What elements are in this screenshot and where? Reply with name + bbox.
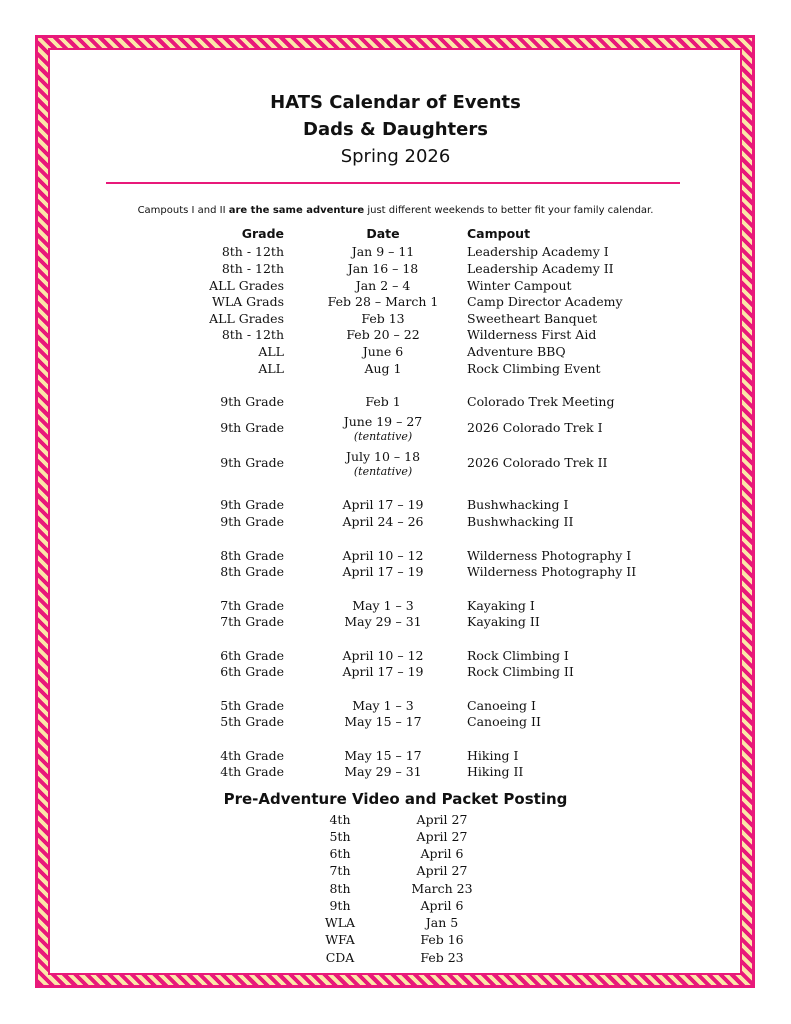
event-date: [283, 648, 483, 664]
note-text-2: just different weekends to better fit your family calendar.: [364, 205, 654, 216]
event-grade: ALL: [258, 361, 284, 376]
note-bold-text: are the same adventure: [228, 205, 365, 216]
event-campout: Hiking II: [467, 764, 524, 779]
event-grade: ALL: [258, 344, 284, 359]
event-date-text: April 17 – 19: [342, 664, 424, 679]
event-date-text: May 1 – 3: [352, 598, 414, 613]
page-title: HATS Calendar of Events: [270, 92, 521, 113]
event-grade: ALL Grades: [209, 311, 284, 326]
event-grade: 5th Grade: [220, 698, 284, 713]
event-campout: Winter Campout: [467, 278, 572, 293]
event-date-text: May 1 – 3: [352, 698, 414, 713]
event-campout: Bushwhacking II: [467, 514, 574, 529]
event-campout: Kayaking II: [467, 614, 540, 629]
event-date: [283, 497, 483, 513]
event-campout: Leadership Academy II: [467, 261, 614, 276]
divider: [106, 182, 680, 184]
event-date: [283, 598, 483, 614]
event-grade: 4th Grade: [220, 764, 284, 779]
column-header-date: Date: [366, 226, 400, 241]
event-date: [283, 394, 483, 410]
event-date-text: May 29 – 31: [344, 764, 422, 779]
event-grade: 9th Grade: [220, 420, 284, 435]
event-grade: WLA Grads: [212, 294, 284, 309]
event-campout: Rock Climbing I: [467, 648, 569, 663]
posting-date: April 27: [416, 829, 468, 844]
event-date-text: July 10 – 18: [345, 449, 421, 464]
event-grade: 6th Grade: [220, 664, 284, 679]
posting-date: Feb 16: [420, 932, 464, 947]
event-date-text: Jan 16 – 18: [347, 261, 419, 276]
event-grade: 8th - 12th: [221, 261, 284, 276]
event-date-text: May 29 – 31: [344, 614, 422, 629]
event-grade: 7th Grade: [220, 598, 284, 613]
event-date-text: Jan 9 – 11: [351, 244, 415, 259]
event-date-text: Jan 2 – 4: [355, 278, 411, 293]
event-date: [283, 548, 483, 564]
event-date-text: April 24 – 26: [342, 514, 424, 529]
event-date-text: Feb 28 – March 1: [327, 294, 439, 309]
event-date: [283, 698, 483, 714]
event-campout: Colorado Trek Meeting: [467, 394, 615, 409]
event-date-text: June 6: [362, 344, 404, 359]
event-campout: Canoeing I: [467, 698, 536, 713]
tentative-note: (tentative): [353, 430, 413, 443]
event-date-text: Feb 13: [361, 311, 405, 326]
event-date: [283, 748, 483, 764]
event-date: [283, 764, 483, 780]
posting-grade: 5th: [329, 829, 351, 844]
event-date-text: April 10 – 12: [342, 548, 424, 563]
posting-date: April 27: [416, 812, 468, 827]
posting-date: Feb 23: [420, 950, 464, 965]
event-grade: 6th Grade: [220, 648, 284, 663]
event-date: [283, 564, 483, 580]
event-date-text: May 15 – 17: [344, 748, 422, 763]
column-header-grade: Grade: [241, 226, 284, 241]
event-campout: Adventure BBQ: [467, 344, 566, 359]
event-date: [283, 344, 483, 360]
event-date: [283, 327, 483, 343]
event-grade: 8th Grade: [220, 564, 284, 579]
note-text-1: Campouts I and II: [137, 205, 229, 216]
event-campout: Leadership Academy I: [467, 244, 609, 259]
event-campout: Wilderness Photography I: [467, 548, 632, 563]
event-date-text: Feb 1: [365, 394, 401, 409]
event-campout: Rock Climbing Event: [467, 361, 601, 376]
posting-grade: WLA: [324, 915, 356, 930]
event-date: [283, 514, 483, 530]
event-date-text: April 10 – 12: [342, 648, 424, 663]
event-campout: Hiking I: [467, 748, 519, 763]
event-campout: Kayaking I: [467, 598, 535, 613]
posting-grade: 7th: [329, 863, 351, 878]
event-date: [283, 244, 483, 260]
posting-date: April 6: [420, 846, 464, 861]
event-date-text: May 15 – 17: [344, 714, 422, 729]
posting-date: April 27: [416, 863, 468, 878]
tentative-note: (tentative): [353, 465, 413, 478]
event-grade: 9th Grade: [220, 394, 284, 409]
posting-date: Jan 5: [425, 915, 459, 930]
event-campout: 2026 Colorado Trek I: [467, 420, 603, 435]
posting-grade: 8th: [329, 881, 351, 896]
event-campout: Sweetheart Banquet: [467, 311, 598, 326]
event-campout: Wilderness Photography II: [467, 564, 637, 579]
posting-grade: 6th: [329, 846, 351, 861]
page-subtitle: Dads & Daughters: [303, 119, 488, 140]
posting-grade: 4th: [329, 812, 351, 827]
event-campout: Rock Climbing II: [467, 664, 574, 679]
posting-grade: CDA: [325, 950, 355, 965]
event-grade: ALL Grades: [209, 278, 284, 293]
event-date: [283, 311, 483, 327]
event-date: [283, 664, 483, 680]
event-campout: Wilderness First Aid: [467, 327, 597, 342]
event-campout: 2026 Colorado Trek II: [467, 455, 608, 470]
event-campout: Canoeing II: [467, 714, 541, 729]
event-campout: Bushwhacking I: [467, 497, 569, 512]
posting-grade: 9th: [329, 898, 351, 913]
event-date-text: Feb 20 – 22: [346, 327, 420, 342]
event-grade: 9th Grade: [220, 497, 284, 512]
posting-date: March 23: [411, 881, 473, 896]
event-date: [283, 449, 483, 478]
event-date-text: Aug 1: [364, 361, 402, 376]
intro-note: [0, 205, 791, 216]
event-date: [283, 278, 483, 294]
event-grade: 9th Grade: [220, 455, 284, 470]
event-grade: 8th Grade: [220, 548, 284, 563]
season-label: Spring 2026: [340, 146, 451, 167]
event-campout: Camp Director Academy: [467, 294, 623, 309]
event-date: [283, 294, 483, 310]
event-date-text: June 19 – 27: [343, 414, 423, 429]
event-date: [283, 614, 483, 630]
event-grade: 7th Grade: [220, 614, 284, 629]
event-grade: 5th Grade: [220, 714, 284, 729]
event-date: [283, 261, 483, 277]
event-grade: 9th Grade: [220, 514, 284, 529]
column-header-campout: Campout: [467, 226, 531, 241]
event-grade: 8th - 12th: [221, 244, 284, 259]
posting-grade: WFA: [325, 932, 355, 947]
posting-section-title: Pre-Adventure Video and Packet Posting: [223, 790, 568, 808]
event-date: [283, 414, 483, 443]
posting-date: April 6: [420, 898, 464, 913]
event-date: [283, 714, 483, 730]
event-grade: 8th - 12th: [221, 327, 284, 342]
event-date: [283, 361, 483, 377]
event-grade: 4th Grade: [220, 748, 284, 763]
event-date-text: April 17 – 19: [342, 564, 424, 579]
event-date-text: April 17 – 19: [342, 497, 424, 512]
